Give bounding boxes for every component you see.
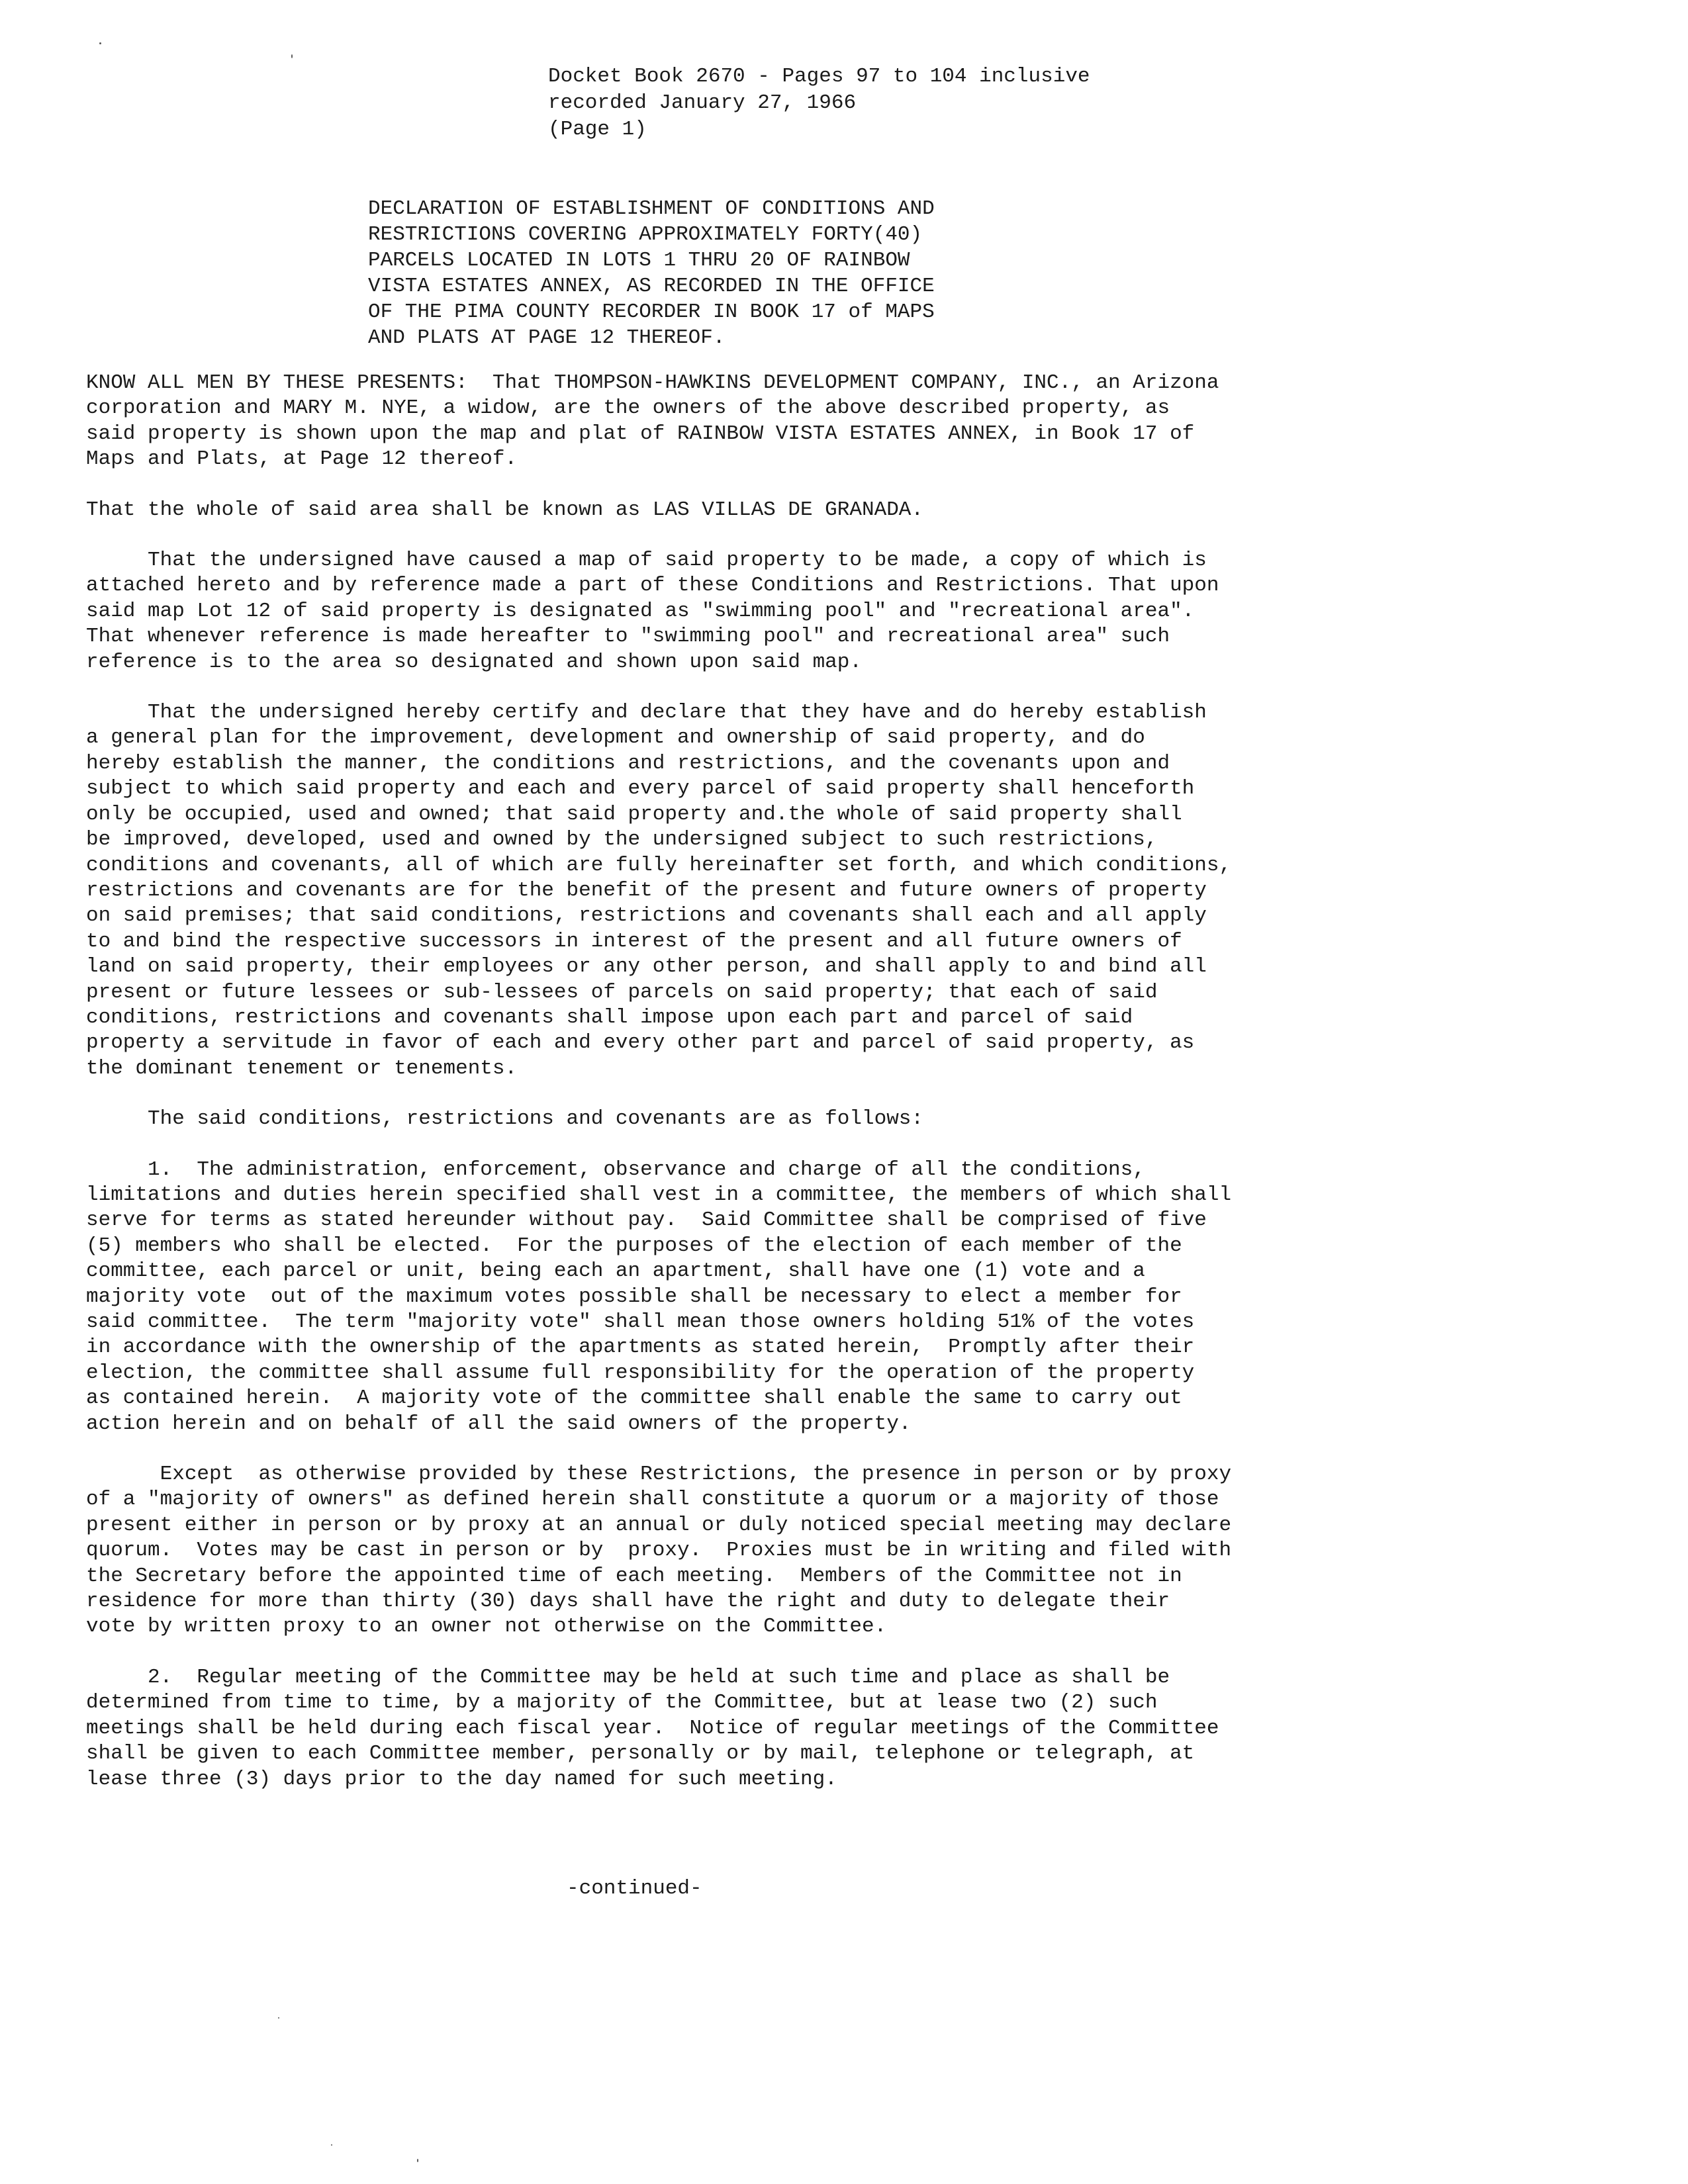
paragraph-line: vote by written proxy to an owner not otherwise on the Committee. [86,1615,887,1639]
paragraph-line: 2. Regular meeting of the Committee may be held at such time and place as shall be [86,1665,1170,1689]
title-line: DECLARATION OF ESTABLISHMENT OF CONDITIONS AND [368,197,935,220]
paragraph-line: on said premises; that said conditions, restrictions and covenants shall each and all apply [86,904,1207,928]
paragraph-line: Maps and Plats, at Page 12 thereof. [86,447,518,471]
scan-speck [99,42,101,44]
paragraph-line: attached hereto and by reference made a part of these Conditions and Restrictions. That upon [86,574,1219,598]
paragraph-line: conditions, restrictions and covenants shall impose upon each part and parcel of said [86,1005,1133,1029]
paragraph-line: said map Lot 12 of said property is designated as "swimming pool" and "recreational area". [86,599,1195,623]
body-paragraph [86,1462,1602,1640]
paragraph-line: determined from time to time, by a majority of the Committee, but at lease two (2) such [86,1691,1158,1715]
scan-speck [278,2017,279,2019]
paragraph-line: present or future lessees or sub-lessees of parcels on said property; that each of said [86,980,1158,1004]
paragraph-line: shall be given to each Committee member, personally or by mail, telephone or telegraph, at [86,1742,1195,1766]
paragraph-line: The said conditions, restrictions and covenants are as follows: [86,1107,924,1131]
paragraph-line: hereby establish the manner, the conditions and restrictions, and the covenants upon and [86,751,1170,775]
continued-footer: -continued- [567,1877,702,1900]
paragraph-line: (5) members who shall be elected. For the purposes of the election of each member of the [86,1234,1182,1257]
paragraph-line: the dominant tenement or tenements. [86,1056,518,1080]
paragraph-line: conditions and covenants, all of which are fully hereinafter set forth, and which conditions, [86,853,1232,877]
paragraph-line: limitations and duties herein specified shall vest in a committee, the members of which shall [86,1183,1232,1206]
scan-speck [331,2144,332,2146]
paragraph-line: That the undersigned hereby certify and declare that they have and do hereby establish [86,701,1207,725]
title-line: OF THE PIMA COUNTY RECORDER IN BOOK 17 of MAPS [368,300,935,324]
paragraph-line: of a "majority of owners" as defined herein shall constitute a quorum or a majority of those [86,1488,1219,1512]
paragraph-line: reference is to the area so designated and shown upon said map. [86,650,862,674]
paragraph-line: as contained herein. A majority vote of the committee shall enable the same to carry out [86,1387,1182,1410]
title-line: VISTA ESTATES ANNEX, AS RECORDED IN THE OFFICE [368,275,935,298]
docket-line: (Page 1) [548,118,647,141]
paragraph-line: residence for more than thirty (30) days shall have the right and duty to delegate their [86,1590,1170,1614]
paragraph-line: property a servitude in favor of each and every other part and parcel of said property, as [86,1031,1195,1055]
title-line: RESTRICTIONS COVERING APPROXIMATELY FORTY(40) [368,223,923,246]
paragraph-line: in accordance with the ownership of the apartments as stated herein, Promptly after their [86,1336,1195,1359]
docket-header [548,64,1210,143]
body-paragraph [86,1158,1602,1437]
body-paragraph [86,1665,1602,1792]
paragraph-line: quorum. Votes may be cast in person or by proxy. Proxies must be in writing and filed with [86,1539,1232,1563]
body-paragraph [86,548,1602,675]
paragraph-line: said committee. The term "majority vote" shall mean those owners holding 51% of the votes [86,1310,1195,1334]
paragraph-line: to and bind the respective successors in interest of the present and all future owners of [86,929,1182,953]
paragraph-line: KNOW ALL MEN BY THESE PRESENTS: That THOMPSON-HAWKINS DEVELOPMENT COMPANY, INC., an Arizona [86,371,1219,394]
paragraph-line: serve for terms as stated hereunder without pay. Said Committee shall be comprised of five [86,1208,1207,1232]
document-body [86,371,1602,1817]
paragraph-line: restrictions and covenants are for the benefit of the present and future owners of property [86,878,1207,902]
paragraph-line: Except as otherwise provided by these Restrictions, the presence in person or by proxy [86,1463,1232,1486]
paragraph-line: meetings shall be held during each fiscal year. Notice of regular meetings of the Committee [86,1716,1219,1740]
paragraph-line: majority vote out of the maximum votes possible shall be necessary to elect a member for [86,1285,1182,1308]
paragraph-line: the Secretary before the appointed time of each meeting. Members of the Committee not in [86,1564,1182,1588]
body-paragraph [86,700,1602,1081]
paragraph-line: 1. The administration, enforcement, observance and charge of all the conditions, [86,1158,1145,1181]
paragraph-line: present either in person or by proxy at an annual or duly noticed special meeting may declare [86,1513,1232,1537]
title-line: PARCELS LOCATED IN LOTS 1 THRU 20 OF RAINBOW [368,249,910,272]
paragraph-line: That the undersigned have caused a map of said property to be made, a copy of which is [86,549,1207,572]
scan-speck [417,2159,418,2162]
paragraph-line: election, the committee shall assume full responsibility for the operation of the property [86,1361,1195,1385]
paragraph-line: corporation and MARY M. NYE, a widow, are the owners of the above described property, as [86,396,1170,420]
paragraph-line: only be occupied, used and owned; that said property and.the whole of said property shall [86,802,1182,826]
paragraph-line: said property is shown upon the map and plat of RAINBOW VISTA ESTATES ANNEX, in Book 17 of [86,422,1195,445]
scan-speck [291,54,293,58]
docket-line: recorded January 27, 1966 [548,91,857,114]
paragraph-line: That the whole of said area shall be known as LAS VILLAS DE GRANADA. [86,498,924,522]
body-paragraph [86,498,1602,523]
paragraph-line: action herein and on behalf of all the said owners of the property. [86,1412,912,1435]
body-paragraph [86,1107,1602,1132]
paragraph-line: land on said property, their employees or any other person, and shall apply to and bind all [86,955,1207,979]
document-title [368,196,1030,351]
paragraph-line: committee, each parcel or unit, being each an apartment, shall have one (1) vote and a [86,1259,1145,1283]
title-line: AND PLATS AT PAGE 12 THEREOF. [368,326,726,349]
body-paragraph [86,371,1602,473]
paragraph-line: subject to which said property and each and every parcel of said property shall henceforth [86,777,1195,801]
paragraph-line: be improved, developed, used and owned by the undersigned subject to such restrictions, [86,828,1158,852]
paragraph-line: That whenever reference is made hereafter to "swimming pool" and recreational area" such [86,625,1170,649]
paragraph-line: a general plan for the improvement, development and ownership of said property, and do [86,726,1145,750]
docket-line: Docket Book 2670 - Pages 97 to 104 inclusive [548,65,1090,88]
paragraph-line: lease three (3) days prior to the day named for such meeting. [86,1767,837,1791]
